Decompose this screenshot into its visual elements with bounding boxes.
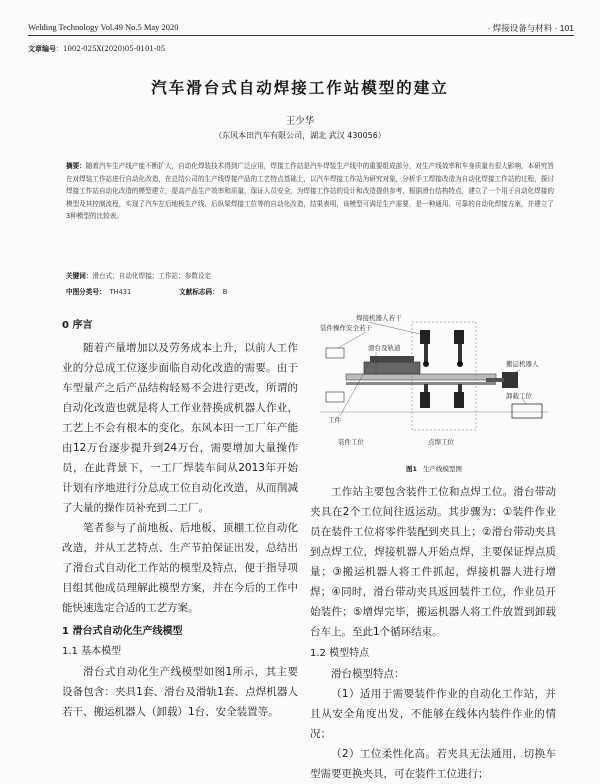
- abstract-text: 随着汽车生产线产能不断扩大，自动化焊装技术得到广泛应用，焊接工作站是汽车焊装生产线中的重要组成部分，对生产线效率和车身质量有很大影响，本研究旨在对焊装工作站进行自动化改造，在总结公司的生产线焊接产品的工艺特点基础上，以汽车焊接工作站为研究对象，分析手工焊接改造为自动化焊接工作站的过程，探讨焊接工作站自动化改造的模型建立，提高产品生产效率和质量，保证人员安全，为焊接工作站的设计和改造提供参考，根据滑台结构特点，建立了一个用于自动化焊接的模型及其控制流程，实现了汽车左后地板生产线、后纵梁焊接工位等的自动化改造，结果表明，该模型可满足生产需要，是一种通用、可靠的自动化焊接方案，并建立了3种模型的比较表。: [66, 162, 554, 221]
- label-slide-rail: 滑台及轨道: [368, 344, 401, 352]
- keywords-text: 滑台式；自动化焊接；工作站；参数设定: [92, 272, 212, 280]
- clc-label: 中图分类号：: [66, 288, 106, 296]
- paper-title: 汽车滑台式自动焊接工作站模型的建立: [151, 79, 449, 97]
- article-number-label: 文章编号: [28, 46, 56, 53]
- left-column: [62, 316, 298, 722]
- label-workpiece: 工件: [328, 416, 341, 424]
- section-1-1-heading: 1.1 基本模型: [62, 646, 122, 657]
- label-handling-robot: 搬运机器人: [506, 360, 539, 368]
- section-1-heading: 1 滑台式自动化生产线模型: [62, 626, 183, 637]
- welding-robot-bottom-left: [420, 384, 430, 408]
- abstract: [66, 160, 556, 223]
- welding-robot-top-right: [454, 330, 464, 367]
- right-paragraph-4: （2）工位柔性化高。若夹具无法通用，切换车型需要更换夹具，可在装件工位进行；: [310, 748, 556, 780]
- welding-robot-bottom-right: [454, 384, 464, 408]
- abstract-label: 摘要：: [66, 162, 86, 170]
- right-paragraph-2: 滑台模型特点：: [331, 668, 405, 680]
- welding-robot-top-left: [420, 330, 430, 367]
- figure-1-title: 生产线模型图: [423, 465, 463, 473]
- figure-1-caption: [316, 464, 552, 473]
- clc-value: TH431: [109, 288, 132, 296]
- intro-heading: 0 序言: [62, 320, 93, 331]
- keywords: [66, 270, 556, 280]
- doc-code-value: B: [222, 288, 228, 296]
- journal-info: Welding Technology Vol.49 No.5 May 2020: [28, 22, 179, 32]
- article-number-value: ：1002-025X(2020)05-0101-05: [56, 45, 166, 53]
- label-welding-robots: 焊接机器人若干: [356, 314, 402, 322]
- fixture-jig: [364, 362, 420, 374]
- intro-paragraph-2: 笔者参与了前地板、后地板、顶棚工位自动化改造，并从工艺特点、生产节拍保证出发，总结出了滑台式自动化工作站的模型及特点，便于指导项目组其他成员理解此模型方案，并在今后的工作中能快速选定合适的工艺方案。: [62, 522, 298, 614]
- label-loading-safety: 装件操作安全若干: [320, 324, 372, 332]
- label-unloading: 卸载工位: [506, 392, 532, 400]
- right-paragraph-3: （1）适用于需要装件作业的自动化工作站，并且从安全角度出发，不能够在线体内装件作业的情况；: [310, 688, 556, 740]
- affiliation: （东风本田汽车有限公司，湖北 武汉 430056）: [214, 131, 386, 140]
- loading-safety-device: [326, 348, 344, 402]
- author: 王少华: [285, 116, 315, 127]
- figure-1-production-line-model: [316, 312, 552, 458]
- intro-paragraph-1: 随着产量增加以及劳务成本上升，以前人工作业的分总成工位逐步面临自动化改造的需要。由于车型量产之后产品结构轻易不会进行更改，所谓的自动化改造也就是将人工作业替换成机器人作业，工艺上不会有根本的变化。东风本田一工厂年产能由12万台逐步提升到24万台，需要增加大量操作员，在此背景下，一工厂焊装车间从2013年开始计划有序地进行分总成工位自动化改造，从而削减了大量的操作员补充到二工厂。: [62, 342, 298, 514]
- right-paragraph-1: 工作站主要包含装件工位和点焊工位。滑台带动夹具在2个工位间往返运动。其步骤为：①装件作业员在装件工位将零件装配到夹具上；②滑台带动夹具到点焊工位，焊接机器人开始点焊，主要保证焊点质量；③搬运机器人将工件抓起，焊接机器人进行增焊；④同时，滑台带动夹具返回装件工位，作业员开始装件；⑤增焊完毕，搬运机器人将工件放置到卸载台车上。至此1个循环结束。: [310, 486, 556, 638]
- doc-code-label: 文献标志码：: [179, 288, 219, 296]
- unloading-cart: [512, 404, 542, 418]
- workpiece-part: [370, 356, 414, 362]
- slide-rail-base: [346, 382, 496, 385]
- section-1-2-heading: 1.2 模型特点: [310, 648, 370, 659]
- figure-1-number: 图1: [405, 465, 418, 473]
- column-name: · 焊接设备与材料 · 101: [487, 23, 574, 33]
- running-header: [28, 18, 574, 36]
- section-1-1-paragraph: 滑台式自动化生产线模型如图1所示，其主要设备包含：夹具1套、滑台及滑轨1套、点焊机器人若干、搬运机器人（卸载）1台、安全装置等。: [62, 666, 298, 718]
- article-number: [28, 44, 165, 54]
- classification: [66, 286, 231, 296]
- keywords-label: 关键词：: [66, 272, 93, 280]
- slide-rail: [346, 374, 496, 380]
- right-column: [310, 482, 556, 784]
- label-spot-welding-station: 点焊工位: [428, 438, 454, 446]
- label-loading-station: 装件工位: [338, 438, 364, 446]
